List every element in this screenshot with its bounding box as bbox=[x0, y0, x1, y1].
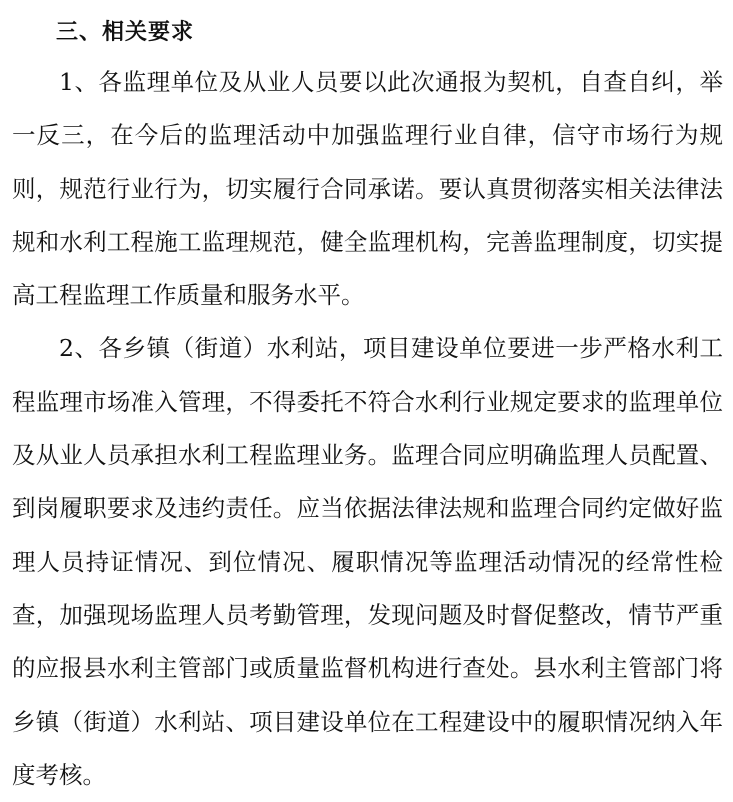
paragraph-requirement-1: 1、各监理单位及从业人员要以此次通报为契机，自查自纠，举一反三，在今后的监理活动中加强监理行业自律，信守市场行为规则，规范行业行为，切实履行合同承诺。要认真贯彻落实相关法律法规和水利工程施工监理规范，健全监理机构，完善监理制度，切实提高工程监理工作质量和服务水平。 bbox=[12, 68, 723, 310]
section-heading: 三、相关要求 bbox=[56, 20, 195, 45]
paragraph-requirement-2: 2、各乡镇（街道）水利站，项目建设单位要进一步严格水利工程监理市场准入管理，不得委托不符合水利行业规定要求的监理单位及从业人员承担水利工程监理业务。监理合同应明确监理人员配置、到岗履职要求及违约责任。应当依据法律法规和监理合同约定做好监理人员持证情况、到位情况、履职情况等监理活动情况的经常性检查，加强现场监理人员考勤管理，发现问题及时督促整改，情节严重的应报县水利主管部门或质量监督机构进行查处。县水利主管部门将乡镇（街道）水利站、项目建设单位在工程建设中的履职情况纳入年度考核。 bbox=[12, 334, 723, 789]
